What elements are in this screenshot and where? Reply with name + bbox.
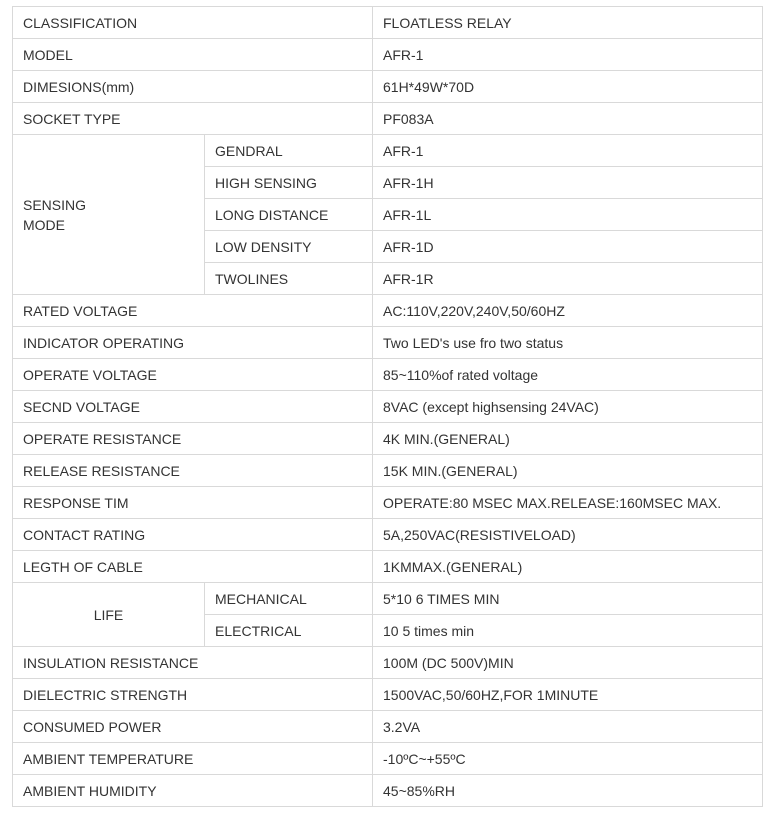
table-row: [13, 7, 763, 39]
row-label: LEGTH OF CABLE: [13, 551, 373, 583]
row-value: 4K MIN.(GENERAL): [373, 423, 763, 455]
row-value: FLOATLESS RELAY: [373, 7, 763, 39]
row-value: AC:110V,220V,240V,50/60HZ: [373, 295, 763, 327]
table-row: [13, 679, 763, 711]
row-label: RESPONSE TIM: [13, 487, 373, 519]
sensing-sub-label: HIGH SENSING: [205, 167, 373, 199]
row-value: OPERATE:80 MSEC MAX.RELEASE:160MSEC MAX.: [373, 487, 763, 519]
life-sub-value: 5*10 6 TIMES MIN: [373, 583, 763, 615]
row-value: 100M (DC 500V)MIN: [373, 647, 763, 679]
table-row: [13, 103, 763, 135]
row-value: 5A,250VAC(RESISTIVELOAD): [373, 519, 763, 551]
row-label: RELEASE RESISTANCE: [13, 455, 373, 487]
row-label: INDICATOR OPERATING: [13, 327, 373, 359]
table-row: [13, 135, 763, 167]
sensing-sub-label: LOW DENSITY: [205, 231, 373, 263]
life-sub-value: 10 5 times min: [373, 615, 763, 647]
row-value: AFR-1: [373, 39, 763, 71]
row-label: SOCKET TYPE: [13, 103, 373, 135]
sensing-sub-label: TWOLINES: [205, 263, 373, 295]
life-sub-label: MECHANICAL: [205, 583, 373, 615]
table-row: [13, 519, 763, 551]
sensing-sub-value: AFR-1L: [373, 199, 763, 231]
row-label: SECND VOLTAGE: [13, 391, 373, 423]
table-row: [13, 359, 763, 391]
row-label: CONTACT RATING: [13, 519, 373, 551]
table-row: [13, 583, 763, 615]
row-value: 1KMMAX.(GENERAL): [373, 551, 763, 583]
row-label: RATED VOLTAGE: [13, 295, 373, 327]
row-value: 8VAC (except highsensing 24VAC): [373, 391, 763, 423]
sensing-sub-value: AFR-1: [373, 135, 763, 167]
table-row: [13, 455, 763, 487]
row-label: AMBIENT TEMPERATURE: [13, 743, 373, 775]
table-row: [13, 487, 763, 519]
sensing-sub-label: GENDRAL: [205, 135, 373, 167]
row-value: 45~85%RH: [373, 775, 763, 807]
table-row: [13, 711, 763, 743]
row-value: Two LED's use fro two status: [373, 327, 763, 359]
sensing-mode-label-line1: SENSING: [23, 196, 87, 213]
row-label: OPERATE RESISTANCE: [13, 423, 373, 455]
table-row: [13, 775, 763, 807]
row-value: PF083A: [373, 103, 763, 135]
row-label: DIELECTRIC STRENGTH: [13, 679, 373, 711]
sensing-sub-value: AFR-1H: [373, 167, 763, 199]
life-sub-label: ELECTRICAL: [205, 615, 373, 647]
row-label: INSULATION RESISTANCE: [13, 647, 373, 679]
sensing-sub-value: AFR-1R: [373, 263, 763, 295]
row-label: DIMESIONS(mm): [13, 71, 373, 103]
table-row: [13, 647, 763, 679]
row-label: CONSUMED POWER: [13, 711, 373, 743]
table-row: [13, 391, 763, 423]
spec-table: [12, 6, 763, 807]
table-row: [13, 327, 763, 359]
row-label: OPERATE VOLTAGE: [13, 359, 373, 391]
row-label: MODEL: [13, 39, 373, 71]
row-label: CLASSIFICATION: [13, 7, 373, 39]
sensing-mode-label-line2: MODE: [23, 216, 65, 233]
row-value: 61H*49W*70D: [373, 71, 763, 103]
sensing-mode-label: [13, 135, 205, 295]
table-row: [13, 295, 763, 327]
sensing-sub-value: AFR-1D: [373, 231, 763, 263]
table-row: [13, 551, 763, 583]
row-value: 3.2VA: [373, 711, 763, 743]
life-label: LIFE: [13, 583, 205, 647]
row-value: 1500VAC,50/60HZ,FOR 1MINUTE: [373, 679, 763, 711]
row-label: AMBIENT HUMIDITY: [13, 775, 373, 807]
row-value: 85~110%of rated voltage: [373, 359, 763, 391]
table-row: [13, 71, 763, 103]
row-value: 15K MIN.(GENERAL): [373, 455, 763, 487]
sensing-sub-label: LONG DISTANCE: [205, 199, 373, 231]
table-row: [13, 743, 763, 775]
table-row: [13, 423, 763, 455]
table-row: [13, 39, 763, 71]
row-value: -10ºC~+55ºC: [373, 743, 763, 775]
